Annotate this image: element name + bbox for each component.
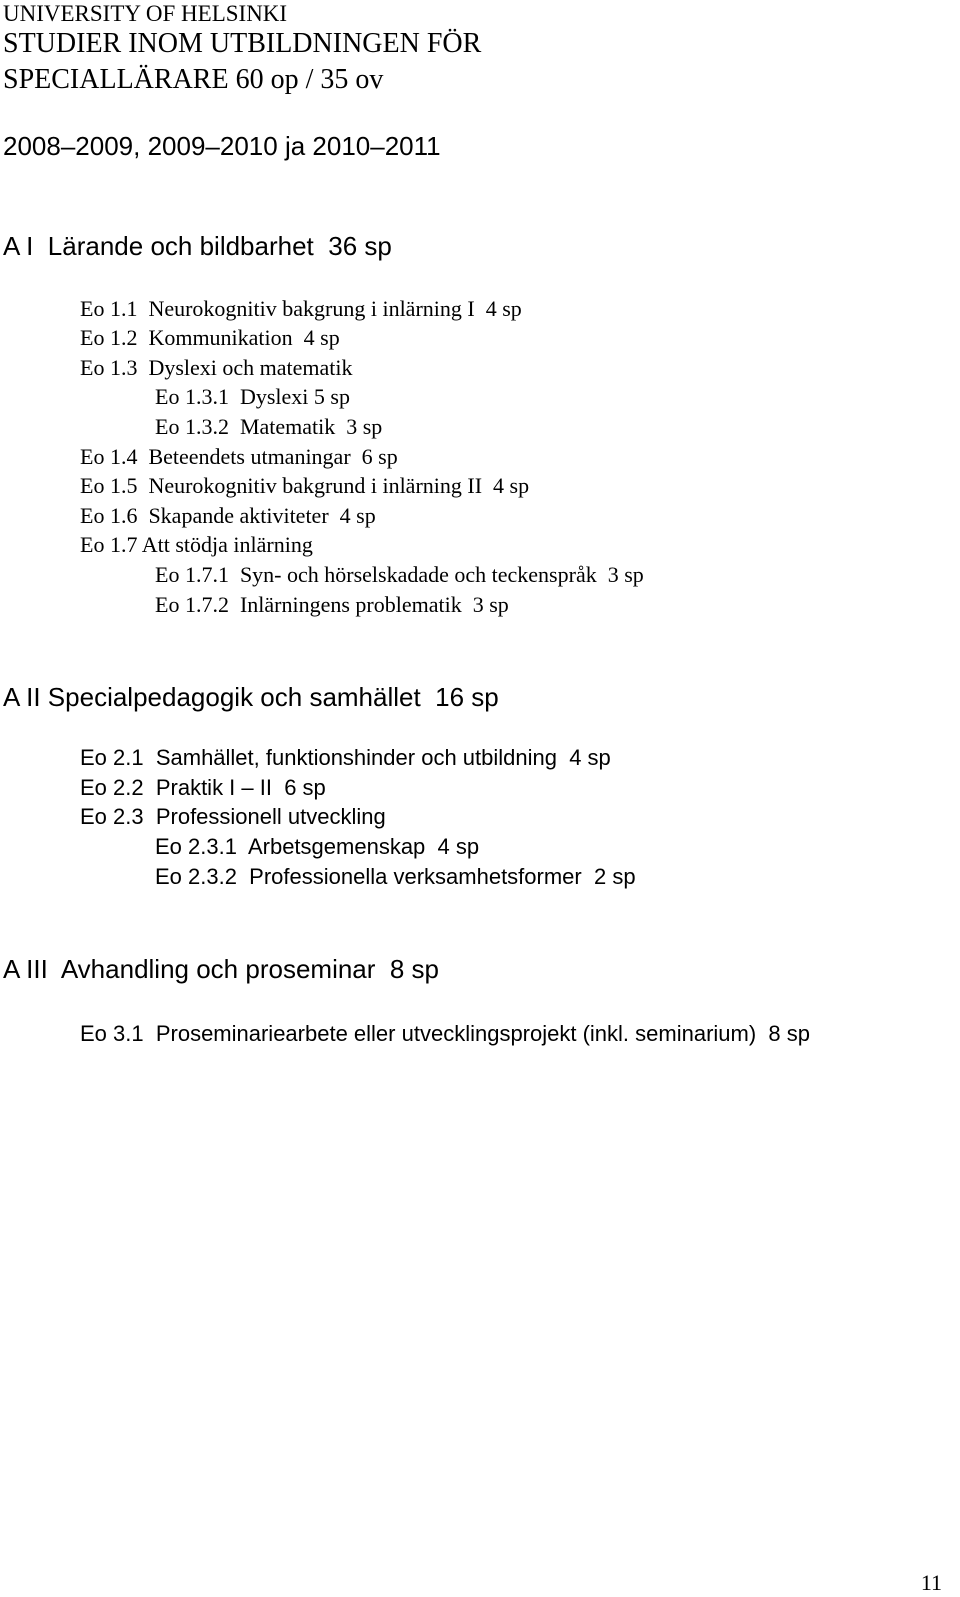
university-name: UNIVERSITY OF HELSINKI [3,1,288,26]
course-item-eo-1-6: Eo 1.6 Skapande aktiviteter 4 sp [80,503,376,528]
document-title-line-1: STUDIER INOM UTBILDNINGEN FÖR [3,28,482,59]
course-item-eo-2-2: Eo 2.2 Praktik I – II 6 sp [80,775,326,800]
course-item-eo-2-3-1: Eo 2.3.1 Arbetsgemenskap 4 sp [155,834,480,859]
document-title-line-2: SPECIALLÄRARE 60 op / 35 ov [3,64,384,95]
course-item-eo-1-3-2: Eo 1.3.2 Matematik 3 sp [155,414,383,439]
course-item-eo-1-3-1: Eo 1.3.1 Dyslexi 5 sp [155,384,350,409]
course-item-eo-1-4: Eo 1.4 Beteendets utmaningar 6 sp [80,444,398,469]
course-item-eo-1-2: Eo 1.2 Kommunikation 4 sp [80,325,340,350]
course-item-eo-1-7: Eo 1.7 Att stödja inlärning [80,532,313,557]
section-heading-a1: A I Lärande och bildbarhet 36 sp [3,231,392,261]
section-heading-a3: A III Avhandling och proseminar 8 sp [3,954,440,984]
course-item-eo-2-3: Eo 2.3 Professionell utveckling [80,804,386,829]
course-item-eo-1-7-2: Eo 1.7.2 Inlärningens problematik 3 sp [155,592,509,617]
academic-years: 2008–2009, 2009–2010 ja 2010–2011 [3,131,441,161]
course-item-eo-1-1: Eo 1.1 Neurokognitiv bakgrung i inlärning I 4 sp [80,296,522,321]
course-item-eo-2-1: Eo 2.1 Samhället, funktionshinder och utbildning 4 sp [80,745,611,770]
section-heading-a2: A II Specialpedagogik och samhället 16 sp [3,682,499,712]
course-item-eo-2-3-2: Eo 2.3.2 Professionella verksamhetsformer 2 sp [155,864,636,889]
course-item-eo-1-3: Eo 1.3 Dyslexi och matematik [80,355,353,380]
page-number: 11 [920,1570,942,1595]
course-item-eo-1-5: Eo 1.5 Neurokognitiv bakgrund i inlärning II 4 sp [80,473,530,498]
course-item-eo-1-7-1: Eo 1.7.1 Syn- och hörselskadade och teckenspråk 3 sp [155,562,644,587]
course-item-eo-3-1: Eo 3.1 Proseminariearbete eller utvecklingsprojekt (inkl. seminarium) 8 sp [80,1021,810,1046]
